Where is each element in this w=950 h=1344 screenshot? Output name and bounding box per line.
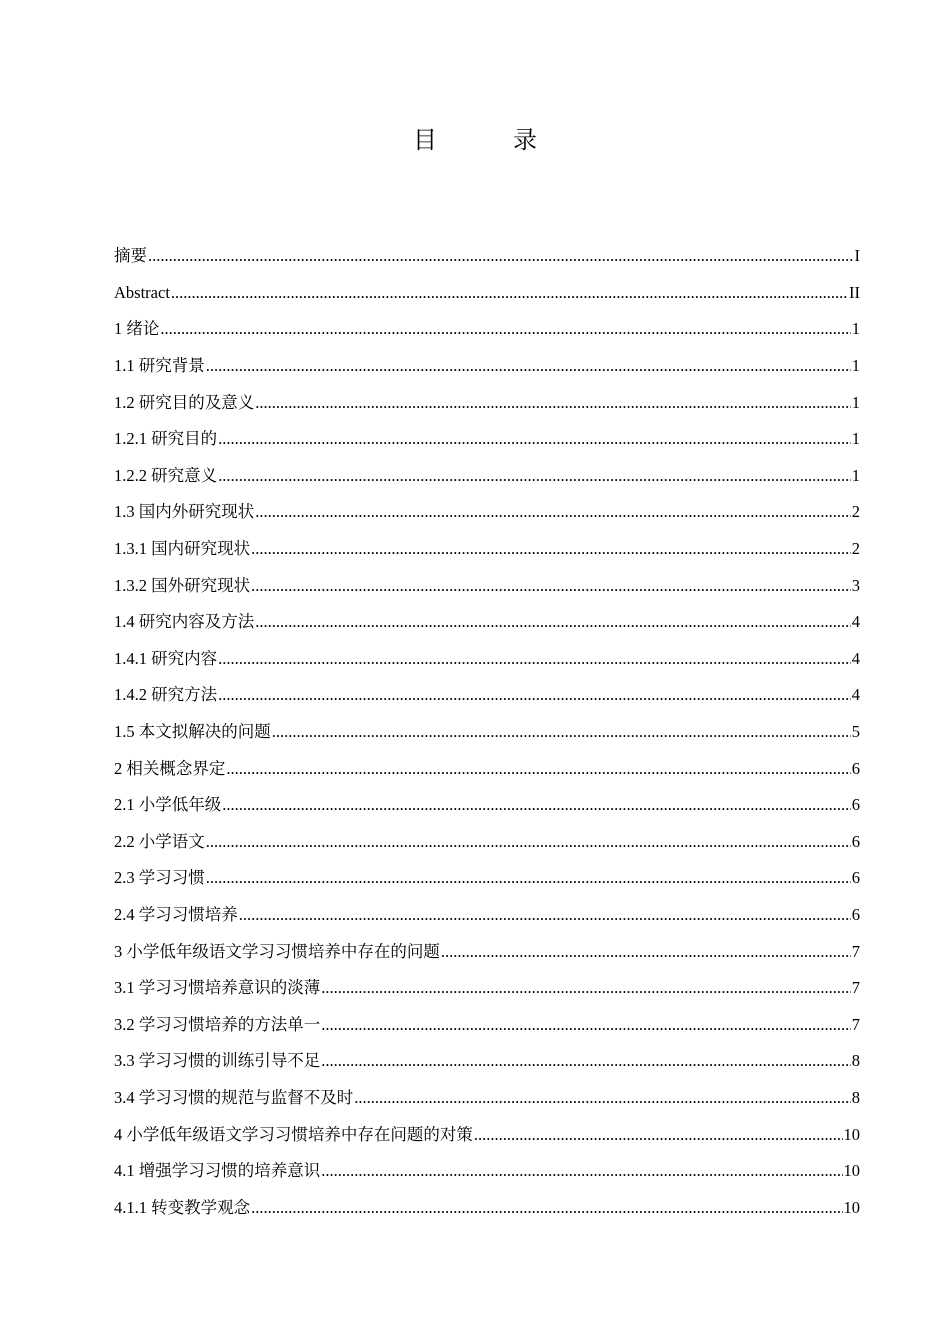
toc-dot-leader bbox=[474, 1125, 843, 1145]
toc-entry[interactable] bbox=[114, 714, 860, 751]
toc-entry[interactable] bbox=[114, 933, 860, 970]
toc-entry-page-number: 4 bbox=[851, 685, 860, 705]
toc-dot-leader bbox=[218, 466, 851, 486]
toc-entry-page-number: I bbox=[854, 246, 860, 266]
toc-entry-label: 4 小学低年级语文学习习惯培养中存在问题的对策 bbox=[114, 1124, 473, 1144]
toc-entry[interactable] bbox=[114, 384, 860, 421]
toc-entry[interactable] bbox=[114, 1189, 860, 1226]
toc-entry-label: 3.4 学习习惯的规范与监督不及时 bbox=[114, 1087, 354, 1107]
toc-entry-page-number: 10 bbox=[843, 1161, 860, 1181]
toc-entry[interactable] bbox=[114, 824, 860, 861]
toc-entry-page-number: 6 bbox=[851, 795, 860, 815]
toc-entry-page-number: 10 bbox=[843, 1124, 860, 1144]
toc-entry-label: 4.1.1 转变教学观念 bbox=[114, 1197, 251, 1217]
toc-entry-page-number: 1 bbox=[851, 392, 860, 412]
toc-entry-page-number: II bbox=[849, 282, 860, 302]
toc-entry[interactable] bbox=[114, 311, 860, 348]
toc-dot-leader bbox=[255, 612, 851, 632]
toc-entry[interactable] bbox=[114, 458, 860, 495]
toc-dot-leader bbox=[218, 429, 851, 449]
toc-entry-label: 1.3.1 国内研究现状 bbox=[114, 539, 251, 559]
toc-entry-page-number: 4 bbox=[851, 648, 860, 668]
toc-entry[interactable] bbox=[114, 750, 860, 787]
toc-entry[interactable] bbox=[114, 421, 860, 458]
toc-entry-label: 1.3.2 国外研究现状 bbox=[114, 575, 251, 595]
toc-dot-leader bbox=[206, 868, 851, 888]
toc-entry-label: Abstract bbox=[114, 282, 170, 302]
toc-entry-page-number: 2 bbox=[851, 502, 860, 522]
toc-dot-leader bbox=[160, 319, 850, 339]
toc-entry[interactable] bbox=[114, 897, 860, 934]
toc-entry-page-number: 6 bbox=[851, 904, 860, 924]
toc-entry-page-number: 4 bbox=[851, 612, 860, 632]
toc-dot-leader bbox=[222, 795, 851, 815]
toc-entry[interactable] bbox=[114, 860, 860, 897]
toc-entry-page-number: 2 bbox=[851, 539, 860, 559]
toc-dot-leader bbox=[255, 502, 851, 522]
toc-dot-leader bbox=[321, 1051, 851, 1071]
toc-dot-leader bbox=[226, 759, 850, 779]
toc-entry[interactable] bbox=[114, 567, 860, 604]
toc-entry[interactable] bbox=[114, 238, 860, 275]
toc-title: 目 录 bbox=[413, 126, 563, 154]
toc-entry-page-number: 8 bbox=[851, 1051, 860, 1071]
toc-entry-label: 1.2.2 研究意义 bbox=[114, 465, 218, 485]
toc-entry[interactable] bbox=[114, 677, 860, 714]
toc-dot-leader bbox=[251, 576, 851, 596]
toc-dot-leader bbox=[354, 1088, 851, 1108]
toc-entry-page-number: 8 bbox=[851, 1087, 860, 1107]
toc-entry-page-number: 6 bbox=[851, 868, 860, 888]
toc-entry-page-number: 7 bbox=[851, 978, 860, 998]
toc-entry-label: 1.2 研究目的及意义 bbox=[114, 392, 255, 412]
toc-entry-page-number: 1 bbox=[851, 465, 860, 485]
toc-list bbox=[114, 238, 860, 1226]
toc-entry[interactable] bbox=[114, 604, 860, 641]
toc-dot-leader bbox=[239, 905, 851, 925]
toc-entry[interactable] bbox=[114, 1116, 860, 1153]
toc-entry-label: 2.3 学习习惯 bbox=[114, 868, 205, 888]
toc-dot-leader bbox=[218, 649, 851, 669]
toc-entry-label: 3.3 学习习惯的训练引导不足 bbox=[114, 1051, 321, 1071]
toc-entry-label: 1.2.1 研究目的 bbox=[114, 429, 218, 449]
toc-dot-leader bbox=[171, 283, 848, 303]
toc-entry-page-number: 1 bbox=[851, 319, 860, 339]
toc-entry[interactable] bbox=[114, 275, 860, 312]
toc-entry[interactable] bbox=[114, 970, 860, 1007]
toc-dot-leader bbox=[272, 722, 851, 742]
toc-entry-label: 1.5 本文拟解决的问题 bbox=[114, 722, 271, 742]
toc-entry[interactable] bbox=[114, 641, 860, 678]
toc-dot-leader bbox=[218, 685, 851, 705]
toc-entry-label: 3.2 学习习惯培养的方法单一 bbox=[114, 1014, 321, 1034]
toc-entry-label: 3 小学低年级语文学习习惯培养中存在的问题 bbox=[114, 941, 440, 961]
toc-entry-label: 2.1 小学低年级 bbox=[114, 795, 222, 815]
toc-dot-leader bbox=[206, 832, 851, 852]
toc-entry-label: 1.4.2 研究方法 bbox=[114, 685, 218, 705]
toc-entry-label: 1.1 研究背景 bbox=[114, 356, 205, 376]
toc-entry-page-number: 1 bbox=[851, 429, 860, 449]
toc-entry[interactable] bbox=[114, 531, 860, 568]
toc-entry-label: 2 相关概念界定 bbox=[114, 758, 226, 778]
toc-dot-leader bbox=[321, 978, 851, 998]
toc-entry-label: 3.1 学习习惯培养意识的淡薄 bbox=[114, 978, 321, 998]
toc-entry-page-number: 6 bbox=[851, 758, 860, 778]
toc-entry-page-number: 7 bbox=[851, 941, 860, 961]
toc-entry-label: 2.4 学习习惯培养 bbox=[114, 904, 238, 924]
toc-dot-leader bbox=[255, 393, 851, 413]
toc-entry-page-number: 3 bbox=[851, 575, 860, 595]
toc-entry[interactable] bbox=[114, 1043, 860, 1080]
toc-dot-leader bbox=[321, 1015, 851, 1035]
toc-entry[interactable] bbox=[114, 1006, 860, 1043]
toc-dot-leader bbox=[251, 539, 851, 559]
toc-entry[interactable] bbox=[114, 1080, 860, 1117]
toc-entry-page-number: 7 bbox=[851, 1014, 860, 1034]
toc-dot-leader bbox=[441, 942, 851, 962]
toc-entry-label: 1 绪论 bbox=[114, 319, 160, 339]
toc-entry-label: 1.4.1 研究内容 bbox=[114, 648, 218, 668]
toc-entry[interactable] bbox=[114, 1153, 860, 1190]
toc-dot-leader bbox=[251, 1198, 842, 1218]
toc-dot-leader bbox=[148, 246, 854, 266]
toc-entry-label: 2.2 小学语文 bbox=[114, 831, 205, 851]
toc-entry-page-number: 5 bbox=[851, 722, 860, 742]
toc-entry-label: 摘要 bbox=[114, 246, 147, 266]
toc-entry[interactable] bbox=[114, 787, 860, 824]
toc-entry[interactable] bbox=[114, 494, 860, 531]
toc-entry-label: 1.3 国内外研究现状 bbox=[114, 502, 255, 522]
toc-entry-page-number: 6 bbox=[851, 831, 860, 851]
toc-dot-leader bbox=[321, 1161, 842, 1181]
toc-dot-leader bbox=[206, 356, 851, 376]
toc-entry-label: 4.1 增强学习习惯的培养意识 bbox=[114, 1161, 321, 1181]
toc-entry-label: 1.4 研究内容及方法 bbox=[114, 612, 255, 632]
toc-entry[interactable] bbox=[114, 348, 860, 385]
toc-entry-page-number: 10 bbox=[843, 1197, 860, 1217]
toc-entry-page-number: 1 bbox=[851, 356, 860, 376]
